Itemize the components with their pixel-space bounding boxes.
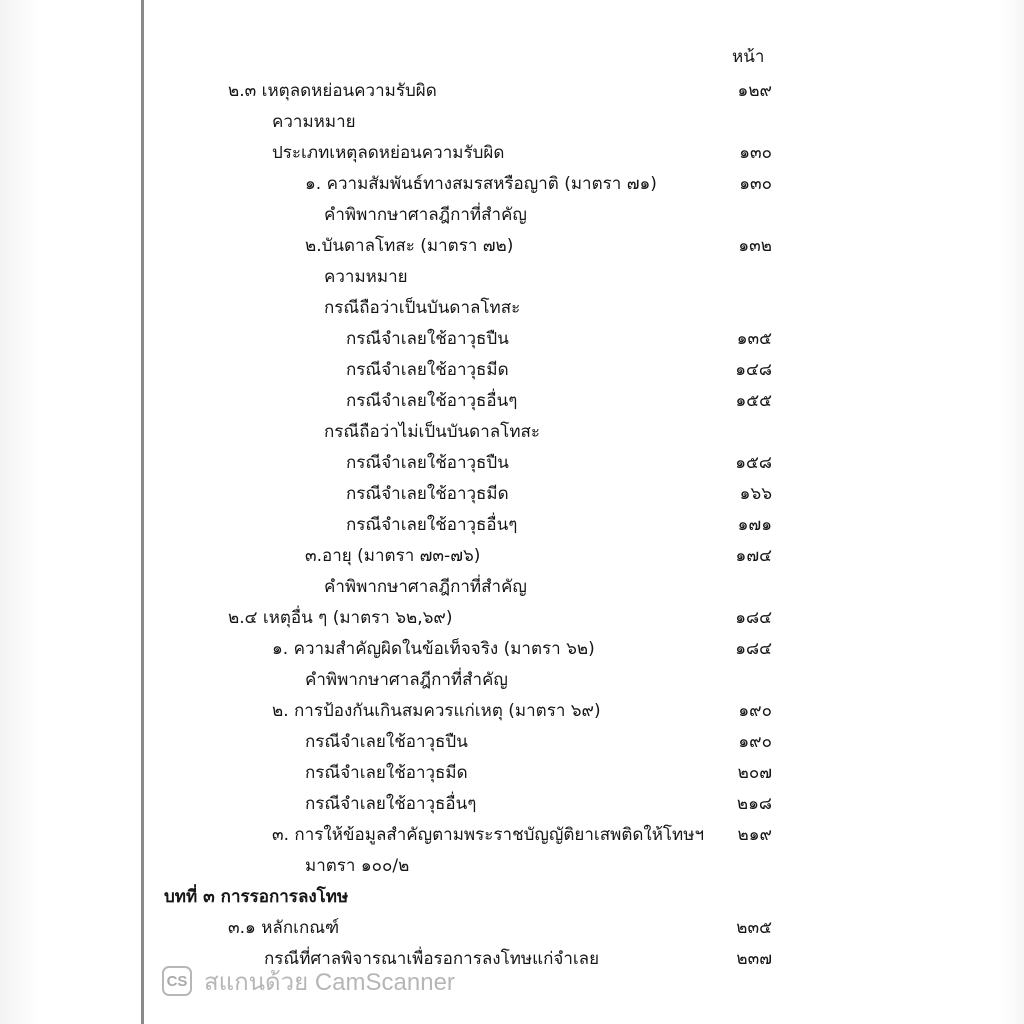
toc-entry-text: กรณีที่ศาลพิจารณาเพื่อรอการลงโทษแก่จำเลย [264, 949, 600, 969]
toc-entry-page: ๑๓๐ [739, 174, 772, 194]
toc-entry-text: ๒.๓ เหตุลดหย่อนความรับผิด [228, 81, 437, 101]
toc-entry-text: ความหมาย [324, 267, 408, 287]
toc-entry-page: ๑๓๒ [738, 236, 772, 256]
toc-entry-page: ๑๗๔ [735, 546, 772, 566]
toc-entry-page: ๑๖๖ [739, 484, 772, 504]
toc-entry-page: ๑๘๔ [735, 608, 772, 628]
toc-entry-text: ๒.๔ เหตุอื่น ๆ (มาตรา ๖๒,๖๙) [228, 608, 453, 628]
chapter-heading: บทที่ ๓ การรอการลงโทษ [164, 887, 349, 907]
toc-entry-page: ๑๓๐ [739, 143, 772, 163]
toc-entry-text: กรณีจำเลยใช้อาวุธอื่นๆ [305, 794, 477, 814]
toc-entry-page: ๑๕๘ [735, 453, 772, 473]
toc-entry-page: ๑๘๔ [735, 639, 772, 659]
toc-entry-text: ประเภทเหตุลดหย่อนความรับผิด [272, 143, 505, 163]
toc-entry-page: ๑๙๐ [738, 732, 772, 752]
toc-entry-text: กรณีจำเลยใช้อาวุธปืน [305, 732, 468, 752]
toc-entry-page: ๒๓๗ [736, 949, 772, 969]
toc-entry-text: ๓.อายุ (มาตรา ๗๓-๗๖) [305, 546, 481, 566]
toc-entry-text: คำพิพากษาศาลฎีกาที่สำคัญ [324, 577, 527, 597]
toc-entry-text: กรณีจำเลยใช้อาวุธอื่นๆ [346, 391, 518, 411]
watermark-text: สแกนด้วย CamScanner [204, 968, 455, 996]
toc-entry-page: ๒๓๕ [736, 918, 772, 938]
toc-entry-text: กรณีจำเลยใช้อาวุธมีด [346, 484, 509, 504]
page-edge-line [141, 0, 144, 1024]
toc-entry-text: คำพิพากษาศาลฎีกาที่สำคัญ [324, 205, 527, 225]
toc-entry-page: ๑๙๐ [738, 701, 772, 721]
toc-entry-text: กรณีจำเลยใช้อาวุธปืน [346, 329, 509, 349]
toc-entry-page: ๑๕๕ [735, 391, 772, 411]
toc-entry-page: ๑๗๑ [737, 515, 772, 535]
toc-entry-text: ๑. ความสัมพันธ์ทางสมรสหรือญาติ (มาตรา ๗๑) [305, 174, 657, 194]
toc-entry-text: กรณีจำเลยใช้อาวุธอื่นๆ [346, 515, 518, 535]
page-column-header: หน้า [732, 47, 765, 67]
toc-entry-text: กรณีถือว่าเป็นบันดาลโทสะ [324, 298, 521, 318]
toc-entry-text: ๒.บันดาลโทสะ (มาตรา ๗๒) [305, 236, 514, 256]
toc-entry-text: ความหมาย [272, 112, 356, 132]
toc-entry-text: ๓.๑ หลักเกณฑ์ [228, 918, 340, 938]
toc-entry-text: กรณีจำเลยใช้อาวุธมีด [305, 763, 468, 783]
toc-entry-text: กรณีจำเลยใช้อาวุธปืน [346, 453, 509, 473]
toc-entry-text: กรณีถือว่าไม่เป็นบันดาลโทสะ [324, 422, 541, 442]
toc-entry-page: ๑๔๘ [735, 360, 772, 380]
toc-entry-page: ๒๐๗ [737, 763, 772, 783]
toc-entry-text: มาตรา ๑๐๐/๒ [305, 856, 410, 876]
toc-entry-page: ๒๑๘ [736, 794, 772, 814]
toc-entry-text: ๑. ความสำคัญผิดในข้อเท็จจริง (มาตรา ๖๒) [272, 639, 595, 659]
toc-entry-text: ๓. การให้ข้อมูลสำคัญตามพระราชบัญญัติยาเสพติดให้โทษฯ [272, 825, 704, 845]
toc-entry-text: คำพิพากษาศาลฎีกาที่สำคัญ [305, 670, 508, 690]
toc-entry-page: ๑๒๙ [737, 81, 772, 101]
toc-entry-page: ๑๓๕ [736, 329, 772, 349]
toc-entry-page: ๒๑๙ [737, 825, 772, 845]
toc-entry-text: ๒. การป้องกันเกินสมควรแก่เหตุ (มาตรา ๖๙) [272, 701, 601, 721]
camscanner-watermark [162, 963, 455, 999]
camscanner-logo-icon: CS [162, 966, 192, 996]
toc-entry-text: กรณีจำเลยใช้อาวุธมีด [346, 360, 509, 380]
